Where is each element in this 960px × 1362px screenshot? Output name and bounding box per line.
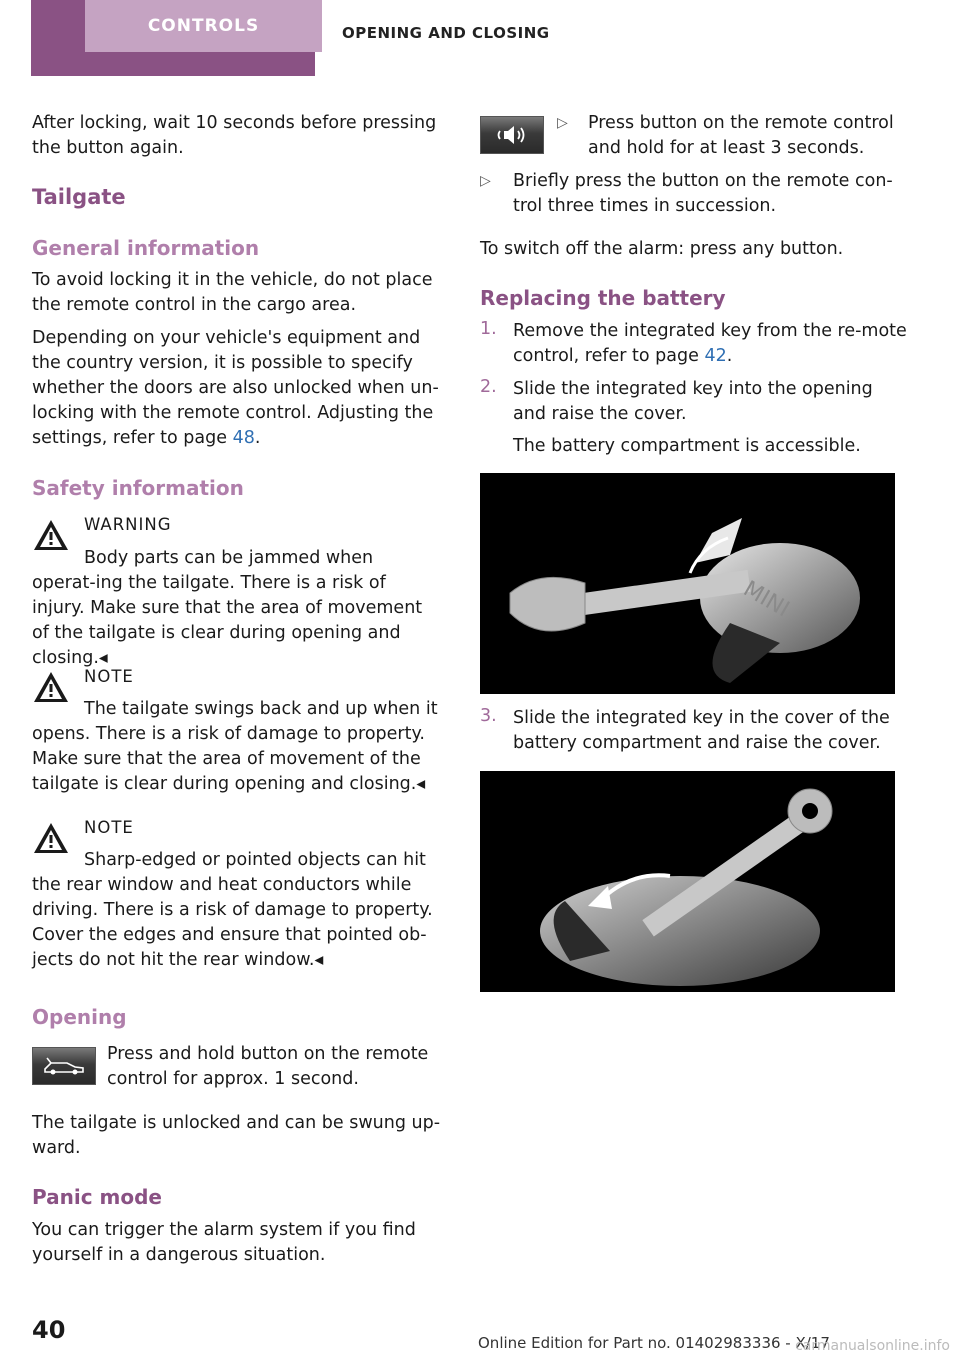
- note-text: Sharp-edged or pointed objects can hit the rear window and heat conductors while driving. There is a risk of damage to property. Cover the edges and ensure that pointed ob‐jects do not hit the rear window.◂: [32, 850, 433, 970]
- general-info-p2-text: Depending on your vehicle's equipment and the country version, it is possible to specify whether the doors are also unlocked when un‐locking with the remote control. Adjusting the settings, refer to page: [32, 328, 439, 448]
- horn-sound-icon: [492, 123, 532, 147]
- page-number: 40: [32, 1316, 66, 1344]
- step-3-text: Slide the integrated key in the cover of the battery compartment and raise the cover.: [513, 708, 890, 753]
- alarm-switch-off: To switch off the alarm: press any button.: [480, 239, 844, 259]
- chapter-tab-label: CONTROLS: [85, 0, 322, 52]
- edition-footer: Online Edition for Part no. 01402983336 - X/17: [478, 1334, 830, 1352]
- panic-mode-text: You can trigger the alarm system if you find yourself in a dangerous situation.: [32, 1220, 416, 1265]
- opening-step: Press and hold button on the remote control for approx. 1 second.: [107, 1044, 429, 1089]
- key-insert-photo: [480, 473, 895, 694]
- tailgate-heading: Tailgate: [32, 185, 126, 209]
- note-title: NOTE: [84, 667, 134, 686]
- step-1-body: Remove the integrated key from the re‐mote control, refer to page: [513, 321, 907, 366]
- bullet-marker: ▷: [557, 115, 568, 131]
- tailgate-button-image: [32, 1047, 96, 1085]
- replacing-battery-heading: Replacing the battery: [480, 286, 726, 310]
- photo-logo-text: MINI: [739, 576, 794, 623]
- battery-cover-illustration: [480, 771, 895, 992]
- intro-paragraph: After locking, wait 10 seconds before pressing the button again.: [32, 113, 437, 158]
- general-info-heading: General information: [32, 236, 260, 260]
- page-48-link[interactable]: 48: [232, 428, 255, 448]
- step-number: 1.: [480, 319, 497, 339]
- car-tailgate-icon: [41, 1055, 87, 1077]
- note-title: NOTE: [84, 818, 134, 837]
- watermark: carmanualsonline.info: [795, 1338, 950, 1354]
- opening-heading: Opening: [32, 1005, 127, 1029]
- page-42-link[interactable]: 42: [704, 346, 727, 366]
- chapter-tab: [31, 0, 315, 76]
- general-info-p1: To avoid locking it in the vehicle, do not place the remote control in the cargo area.: [32, 270, 433, 315]
- step-number: 2.: [480, 377, 497, 397]
- warning-title: WARNING: [84, 515, 172, 534]
- safety-info-heading: Safety information: [32, 476, 244, 500]
- opening-result: The tailgate is unlocked and can be swung up‐ward.: [32, 1113, 441, 1158]
- panic-bullet-1: Press button on the remote control and hold for at least 3 seconds.: [588, 113, 894, 158]
- note-text: The tailgate swings back and up when it opens. There is a risk of damage to property. Make sure that the area of movement of the tailgate is clear during opening and closing.◂: [32, 699, 438, 794]
- step-2-text: Slide the integrated key into the opening and raise the cover.: [513, 379, 873, 424]
- panic-bullet-2: Briefly press the button on the remote con‐trol three times in succession.: [513, 171, 893, 216]
- warning-text: Body parts can be jammed when operat‐ing the tailgate. There is a risk of injury. Make sure that the area of movement of the tailgate is clear during opening and closing.◂: [32, 548, 423, 668]
- key-insert-illustration: [480, 473, 895, 694]
- section-title: OPENING AND CLOSING: [342, 24, 550, 42]
- general-info-p2: Depending on your vehicle's equipment and the country version, it is possible to specify whether the doors are also unlocked when un‐locking with the remote control. Adjusting the settings, refer to page 48.: [32, 328, 439, 448]
- panic-mode-heading: Panic mode: [32, 1185, 162, 1209]
- step-2-note: The battery compartment is accessible.: [513, 436, 861, 456]
- step-number: 3.: [480, 706, 497, 726]
- battery-cover-photo: [480, 771, 895, 992]
- panic-button-image: [480, 116, 544, 154]
- general-info-text: [32, 268, 442, 451]
- bullet-marker: ▷: [480, 173, 491, 189]
- step-1-text: Remove the integrated key from the re‐mote control, refer to page 42.: [513, 321, 907, 366]
